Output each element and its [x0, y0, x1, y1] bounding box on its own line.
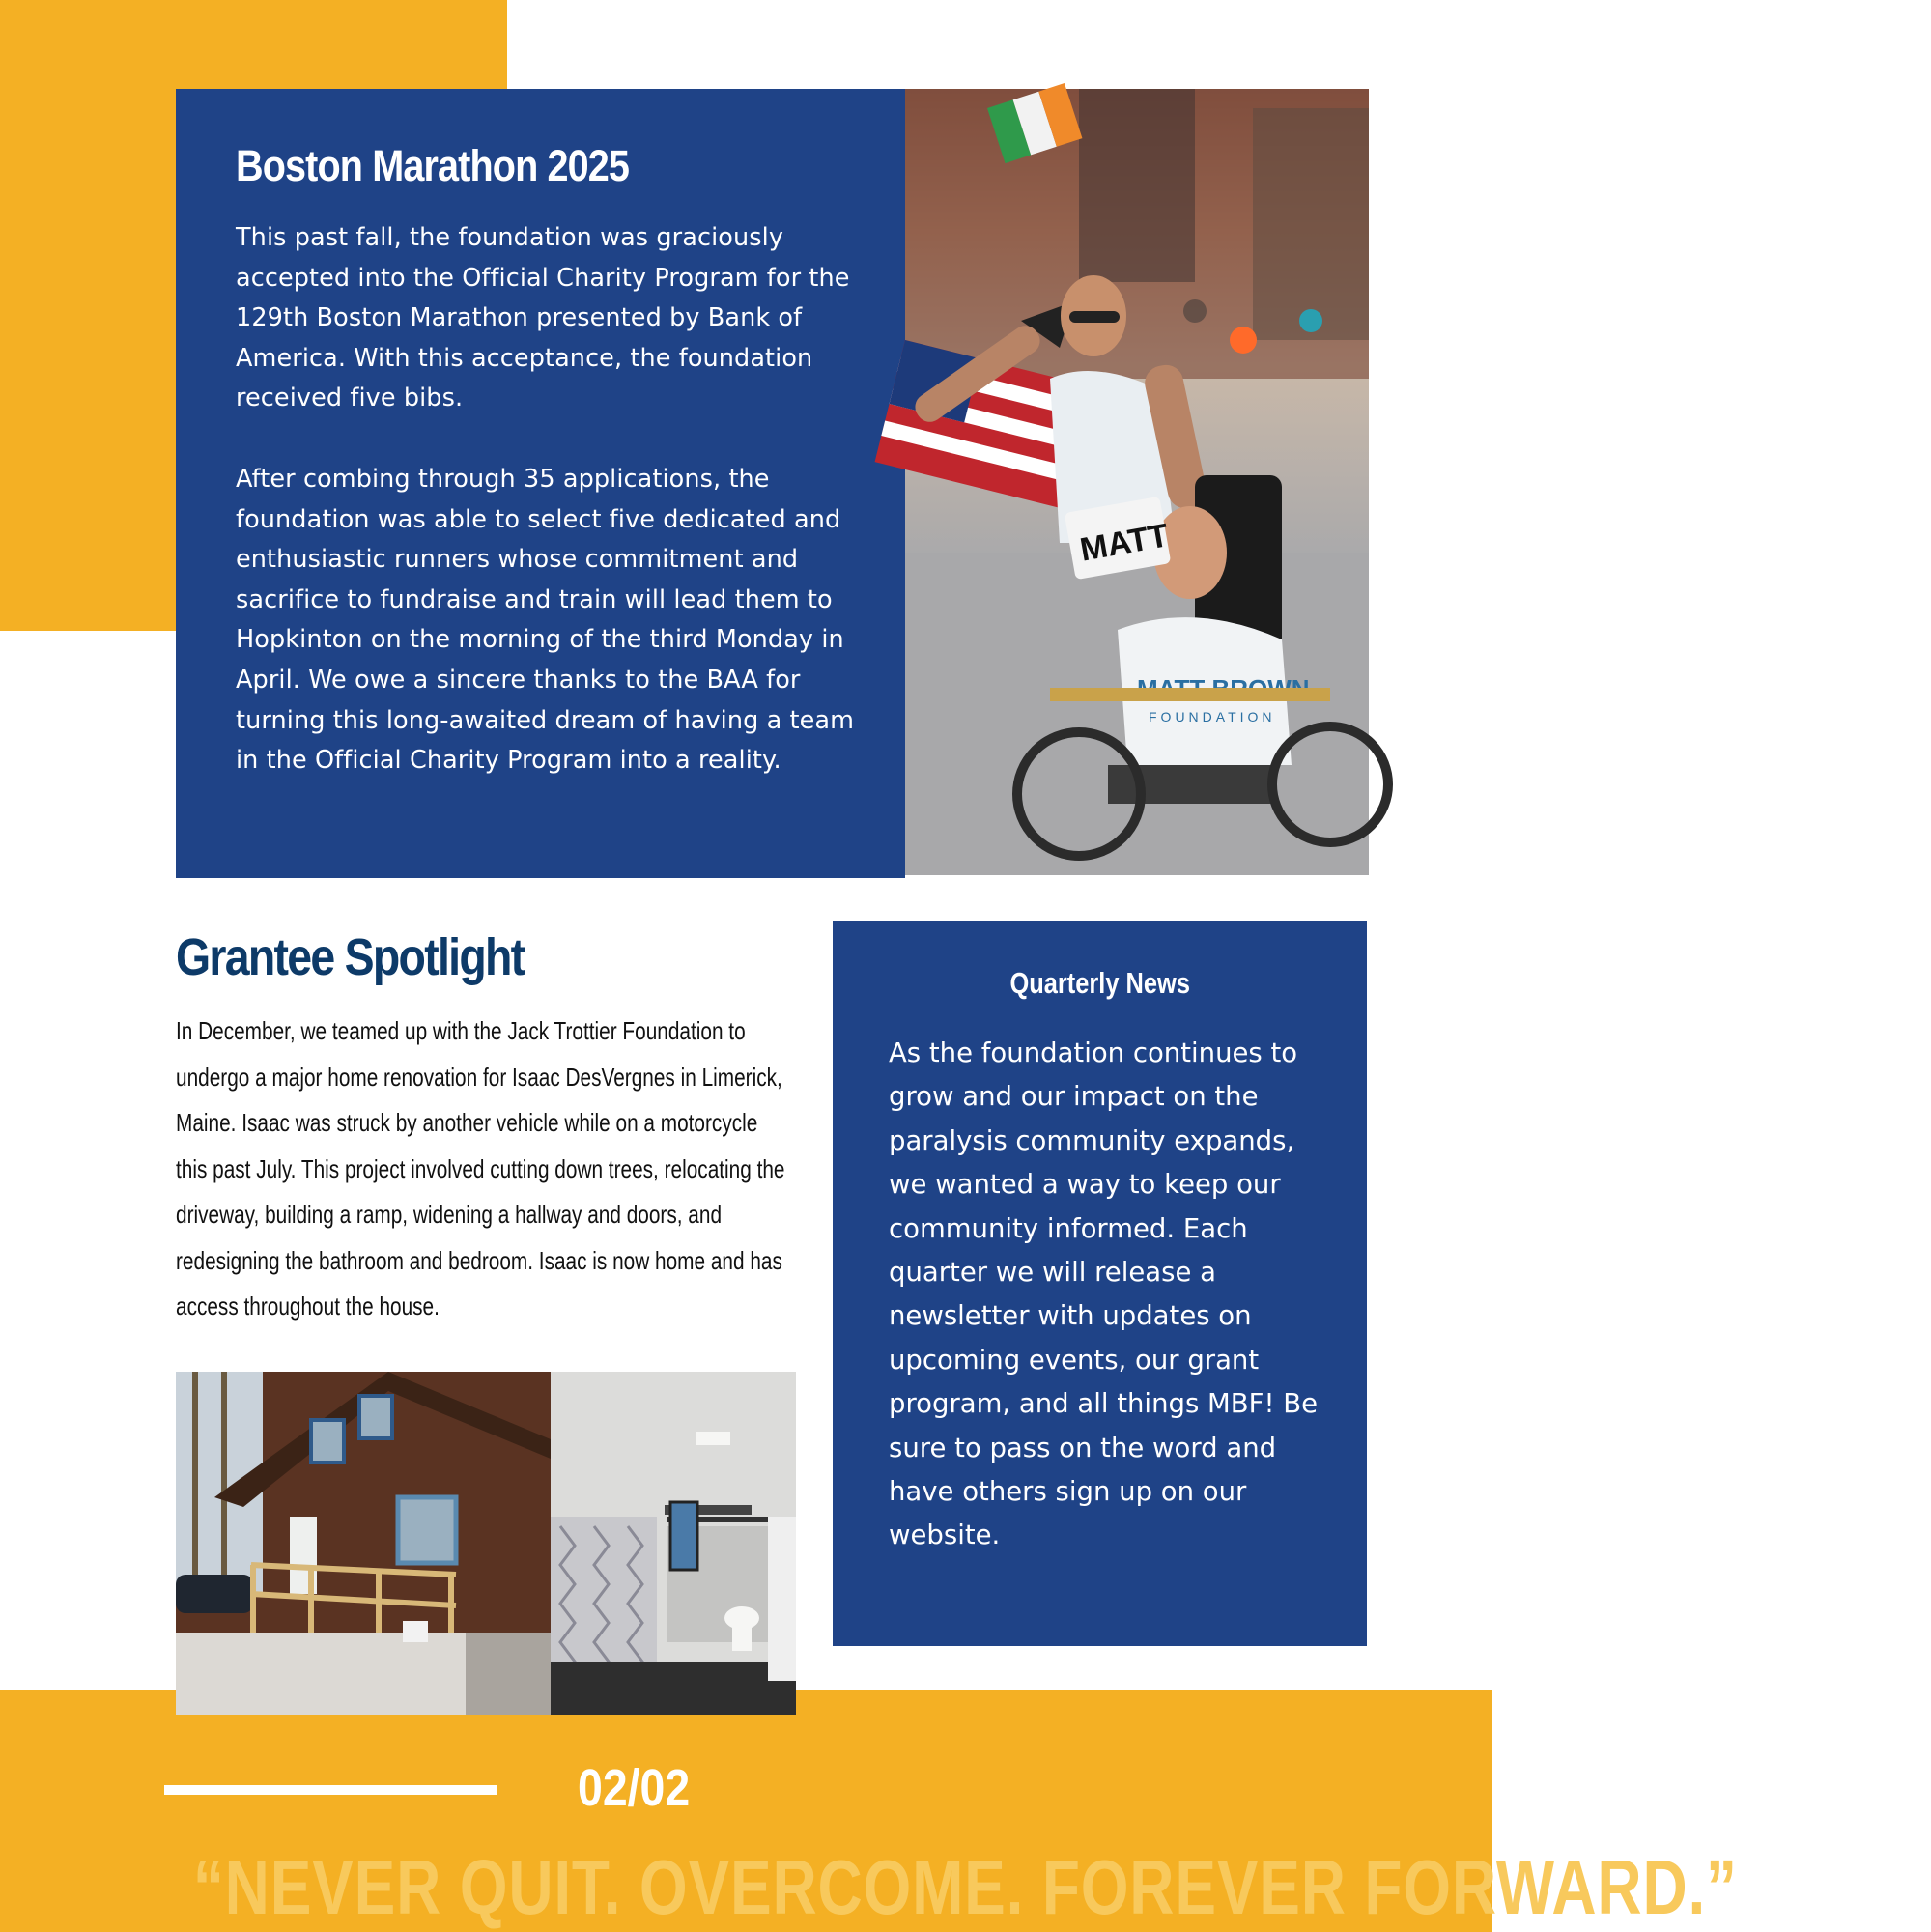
house-ramp-photo	[176, 1372, 551, 1715]
grantee-spotlight-title: Grantee Spotlight	[176, 928, 525, 986]
bathroom-photo-illustration	[551, 1372, 796, 1715]
shirt-text-line2: FOUNDATION	[1149, 709, 1276, 724]
boston-marathon-title: Boston Marathon 2025	[236, 141, 630, 190]
boston-paragraph-1: This past fall, the foundation was graciously accepted into the Official Charity Program for the 129th Boston Marathon presented by Bank of America. With this acceptance, the foundation received five bibs.	[236, 223, 850, 413]
footer-divider-line	[164, 1785, 497, 1795]
quarterly-news-body: As the foundation continues to grow and our impact on the paralysis community expands, we wanted a way to keep our community informed. Each quarter we will release a newsletter with updates on upcoming events, our grant program, and all things MBF! Be sure to pass on the word and have others sign up on our website.	[889, 1037, 1318, 1551]
race-bib-text: MATT	[1077, 517, 1172, 569]
grantee-spotlight-body: In December, we teamed up with the Jack Trottier Foundation to undergo a major home renovation for Isaac DesVergnes in Limerick, Maine. Isaac was struck by another vehicle while on a motorcycle this past July. This project involved cutting down trees, relocating the driveway, building a ramp, widening a hallway and doors, and redesigning the bathroom and bedroom. Isaac is now home and has access throughout the house.	[176, 1016, 785, 1321]
page-number: 02/02	[578, 1759, 691, 1817]
quarterly-news-title: Quarterly News	[1009, 966, 1190, 1000]
boston-marathon-panel	[176, 89, 905, 878]
bathroom-photo	[551, 1372, 796, 1715]
marathon-photo-illustration	[905, 89, 1369, 875]
footer-motto: “NEVER QUIT. OVERCOME. FOREVER FORWARD.”	[192, 1844, 1738, 1930]
boston-paragraph-2: After combing through 35 applications, the foundation was able to select five dedicated and enthusiastic runners whose commitment and sacrifice to fundraise and train will lead them to Hopkinton on the morning of the third Monday in April. We owe a sincere thanks to the BAA for turning this long-awaited dream of having a team in the Official Charity Program into a reality.	[236, 465, 855, 776]
quarterly-news-panel	[833, 921, 1367, 1646]
marathon-photo	[905, 89, 1369, 875]
house-photo-illustration	[176, 1372, 551, 1715]
